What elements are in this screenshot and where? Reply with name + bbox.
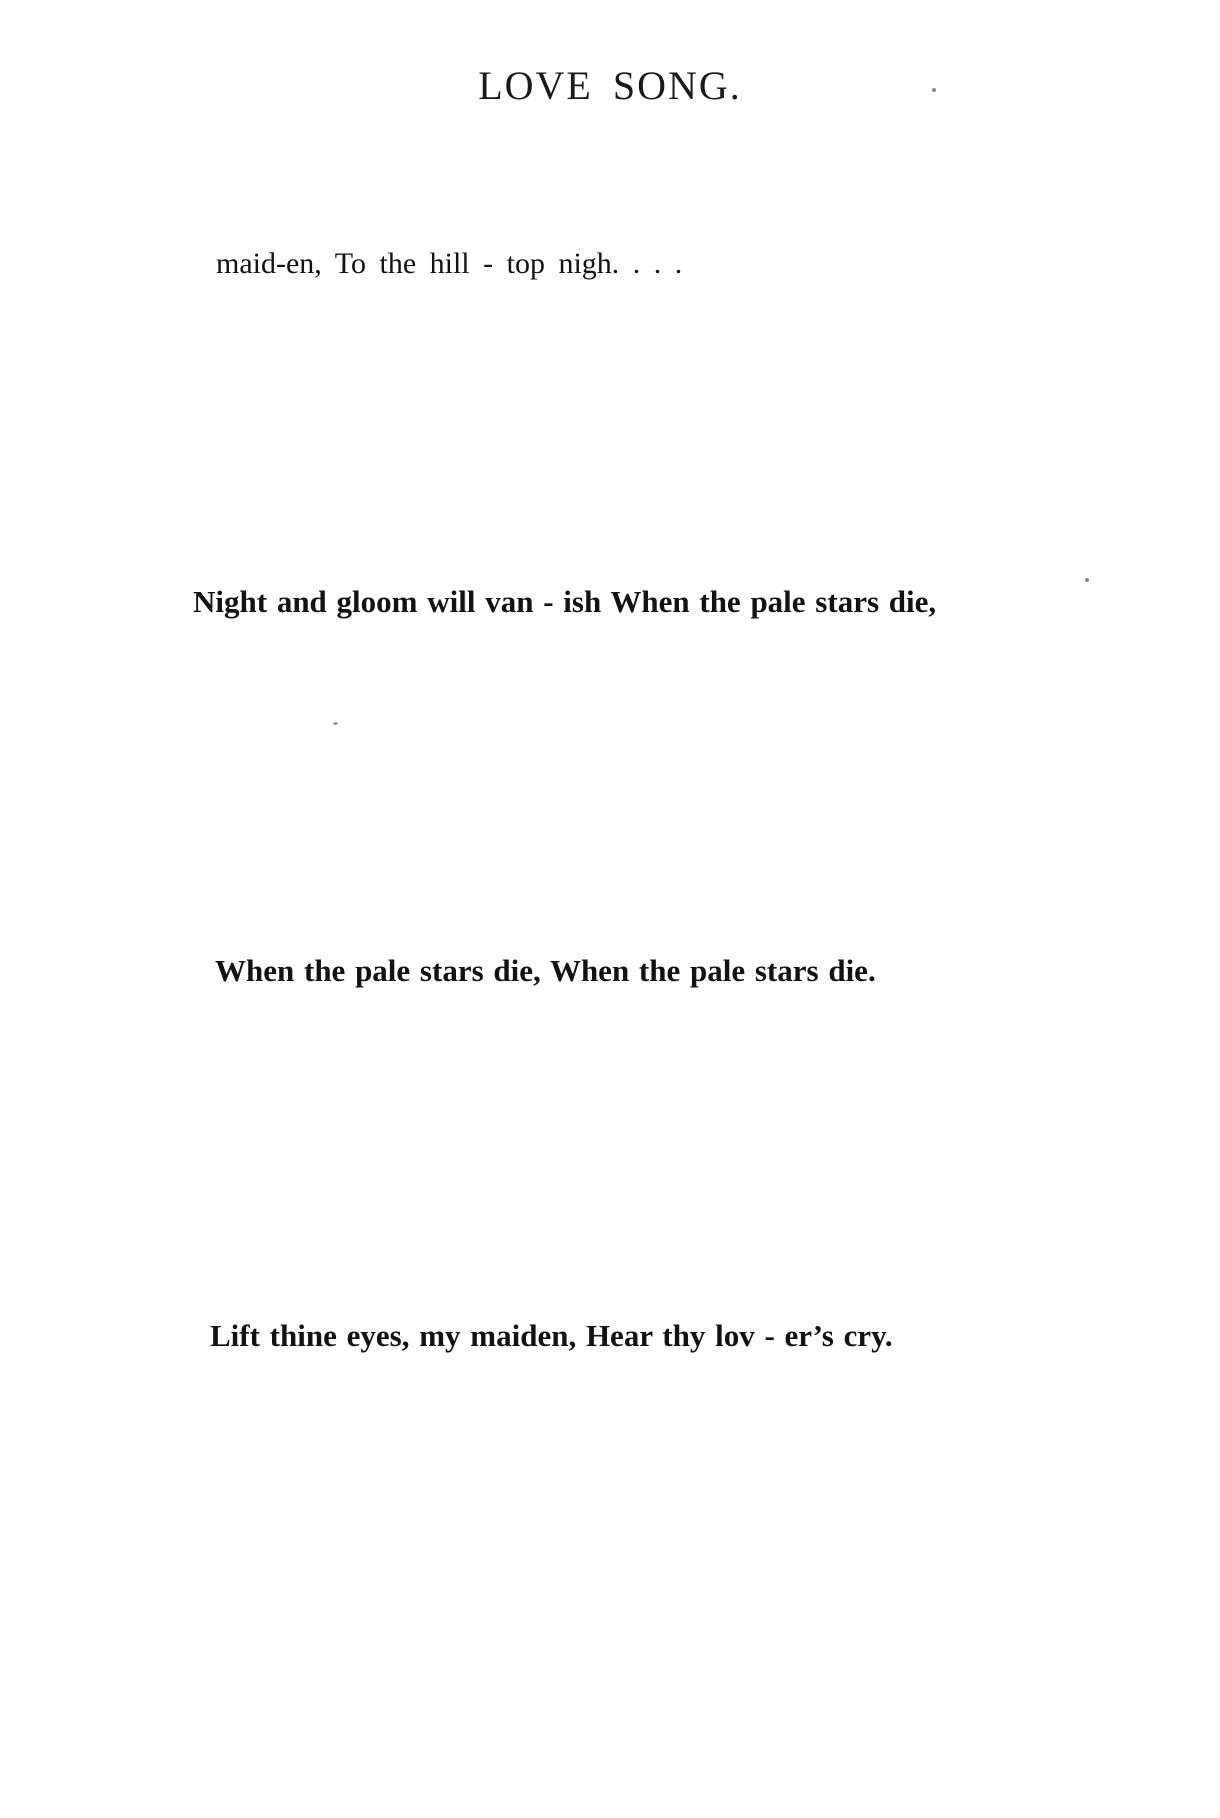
scan-speck	[333, 722, 338, 725]
scan-speck	[1085, 578, 1089, 582]
lyric-line-2: Night and gloom will van - ish When the pale stars die,	[193, 584, 937, 619]
scan-speck	[932, 88, 936, 92]
lyric-line-4: Lift thine eyes, my maiden, Hear thy lov - er’s cry.	[210, 1318, 893, 1353]
lyric-line-3: When the pale stars die, When the pale stars die.	[215, 953, 876, 988]
page-title: LOVE SONG.	[478, 63, 742, 108]
lyric-line-1: maid-en, To the hill - top nigh. . . .	[216, 247, 683, 280]
